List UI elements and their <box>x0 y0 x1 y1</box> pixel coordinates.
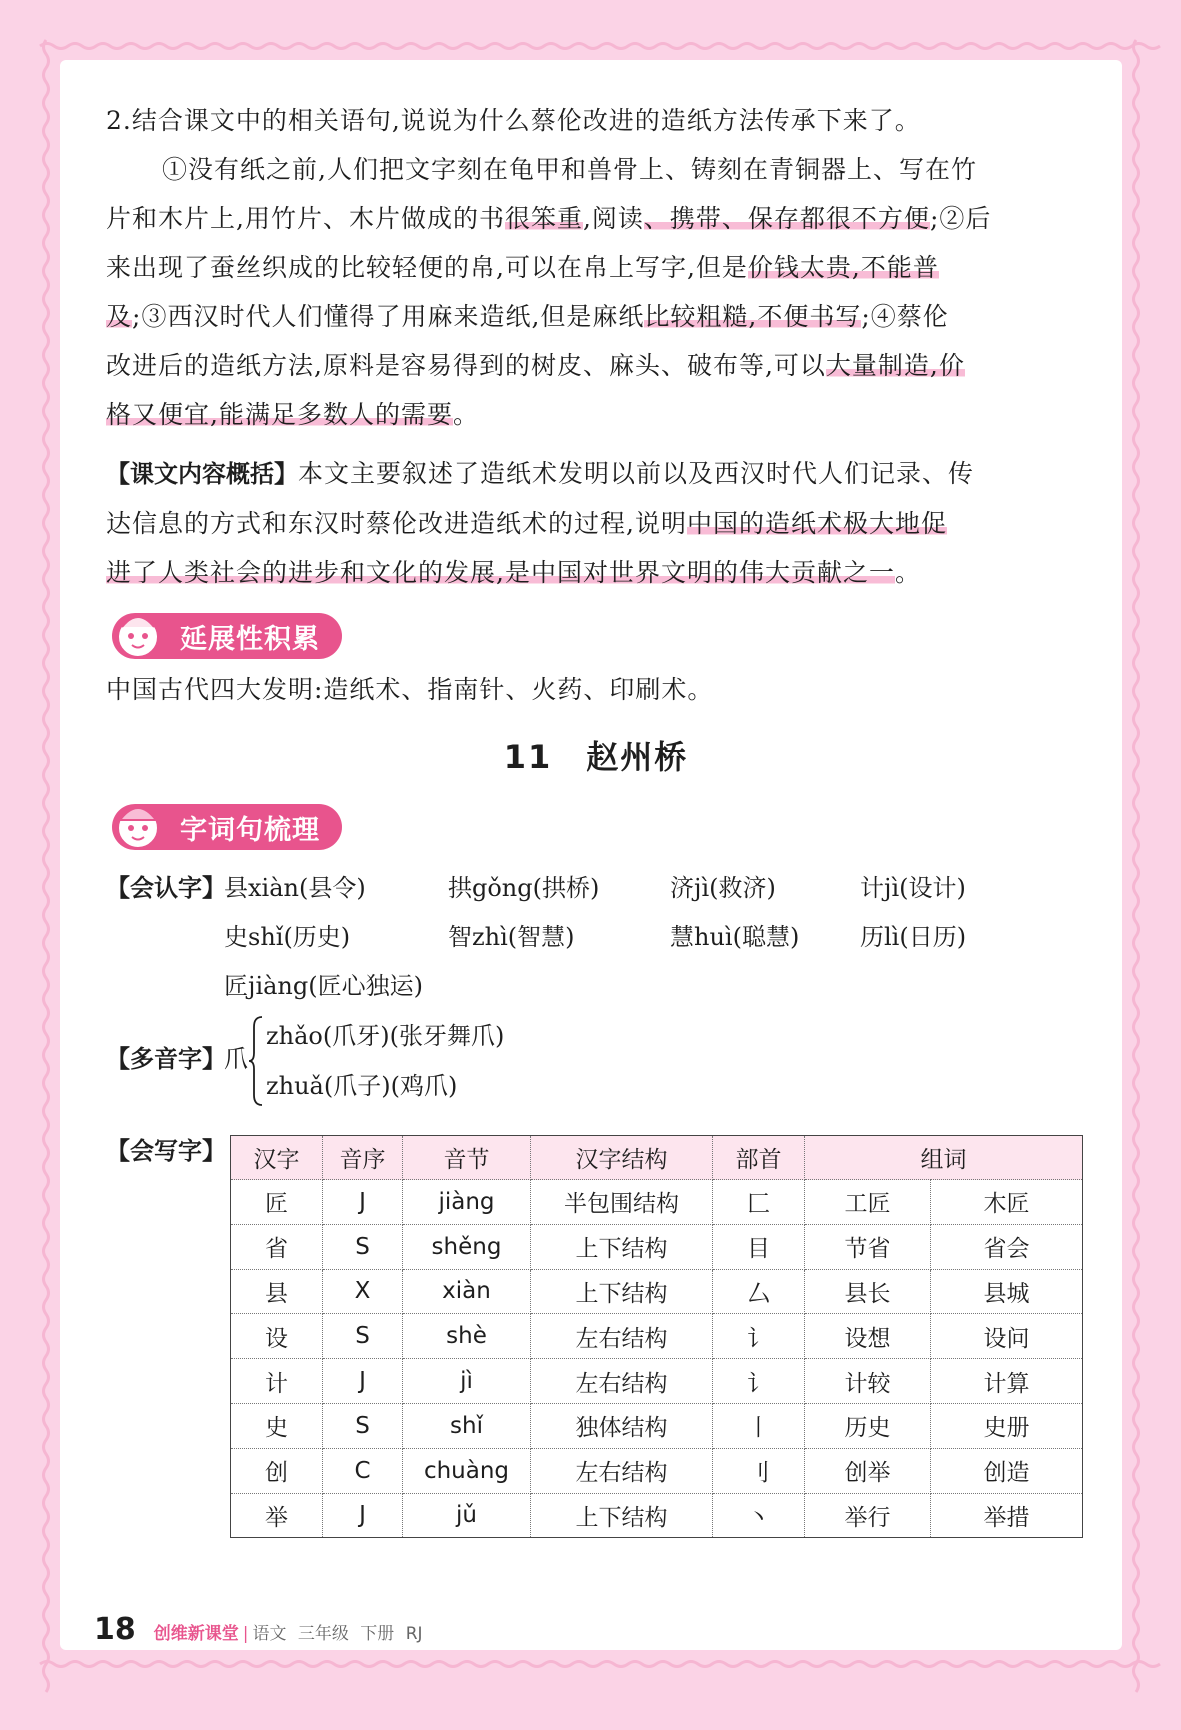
cell-bushou: 厶 <box>713 1269 805 1314</box>
highlighted-text: 比较粗糙,不便书写 <box>644 302 862 331</box>
extension-badge-label: 延展性积累 <box>180 623 320 655</box>
recognize-item: 拱gǒng(拱桥) <box>448 874 600 902</box>
cell-hanzi: 史 <box>231 1403 323 1448</box>
lesson-number: 11 <box>503 738 553 776</box>
cell-yinjie: jiàng <box>403 1180 531 1225</box>
table-row <box>231 1359 1083 1404</box>
cell-yinjie: chuàng <box>403 1448 531 1493</box>
cell-jiegou: 半包围结构 <box>531 1180 713 1225</box>
header-zuci: 组词 <box>805 1136 1083 1180</box>
cell-jiegou: 上下结构 <box>531 1269 713 1314</box>
cell-yinjie: jì <box>403 1359 531 1404</box>
header-yinjie: 音节 <box>403 1136 531 1180</box>
text-line <box>106 243 1086 292</box>
recognize-item: 历lì(日历) <box>860 923 967 951</box>
recognize-label-spacer <box>106 913 224 962</box>
cell-hanzi: 匠 <box>231 1180 323 1225</box>
header-jiegou: 汉字结构 <box>531 1136 713 1180</box>
cell-yinxu: S <box>323 1224 403 1269</box>
text-segment: 片和木片上,用竹片、木片做成的书 <box>106 204 505 233</box>
text-line <box>106 499 1086 548</box>
cell-zuci-1: 创举 <box>805 1448 931 1493</box>
cell-bushou: 丶 <box>713 1493 805 1538</box>
cell-zuci-1: 举行 <box>805 1493 931 1538</box>
table-row <box>231 1493 1083 1538</box>
cell-yinxu: J <box>323 1493 403 1538</box>
text-line <box>106 194 1086 243</box>
recognize-item: 智zhì(智慧) <box>448 923 575 951</box>
text-segment: ①没有纸之前,人们把文字刻在龟甲和兽骨上、铸刻在青铜器上、写在竹 <box>162 155 977 184</box>
highlighted-text: 价钱太贵,不能普 <box>747 253 939 282</box>
summary-label: 【课文内容概括】 <box>106 460 298 488</box>
cell-yinxu: S <box>323 1403 403 1448</box>
cell-zuci-1: 节省 <box>805 1224 931 1269</box>
footer-separator: | <box>242 1624 249 1644</box>
cell-zuci-2: 木匠 <box>931 1180 1083 1225</box>
highlighted-text: 、携带、保存都很不方便 <box>643 204 930 233</box>
extension-badge <box>112 613 342 659</box>
text-segment: ;④蔡伦 <box>861 302 949 331</box>
text-segment: 。 <box>452 400 479 429</box>
polyphone-reading-1: zhǎo(爪牙)(张牙舞爪) <box>266 1022 505 1050</box>
character-table <box>230 1135 1083 1538</box>
cell-yinxu: J <box>323 1359 403 1404</box>
cell-bushou: 刂 <box>713 1448 805 1493</box>
cell-zuci-1: 工匠 <box>805 1180 931 1225</box>
polyphone-reading-2: zhuǎ(爪子)(鸡爪) <box>266 1072 458 1100</box>
write-label: 【会写字】 <box>106 1137 226 1165</box>
cell-yinjie: shè <box>403 1314 531 1359</box>
table-row <box>231 1269 1083 1314</box>
recognize-row <box>106 913 1086 962</box>
cell-zuci-1: 计较 <box>805 1359 931 1404</box>
cell-yinxu: J <box>323 1180 403 1225</box>
cell-hanzi: 举 <box>231 1493 323 1538</box>
polyphone-label: 【多音字】 <box>106 1045 226 1073</box>
cell-yinxu: C <box>323 1448 403 1493</box>
cell-zuci-2: 史册 <box>931 1403 1083 1448</box>
cell-zuci-1: 设想 <box>805 1314 931 1359</box>
cell-yinjie: jǔ <box>403 1493 531 1538</box>
question-line <box>106 96 1086 145</box>
mascot-icon <box>106 603 170 667</box>
text-line <box>106 390 1086 439</box>
cell-zuci-2: 举措 <box>931 1493 1083 1538</box>
cell-bushou: 丨 <box>713 1403 805 1448</box>
extension-text: 中国古代四大发明:造纸术、指南针、火药、印刷术。 <box>106 675 714 704</box>
table-row <box>231 1180 1083 1225</box>
text-line <box>106 341 1086 390</box>
question-text: 结合课文中的相关语句,说说为什么蔡伦改进的造纸方法传承下来了。 <box>131 106 921 135</box>
lesson-name: 赵州桥 <box>586 738 689 776</box>
cell-hanzi: 创 <box>231 1448 323 1493</box>
header-bushou: 部首 <box>713 1136 805 1180</box>
highlighted-text: 格又便宜,能满足多数人的需要 <box>106 400 453 429</box>
cell-jiegou: 左右结构 <box>531 1314 713 1359</box>
cell-hanzi: 设 <box>231 1314 323 1359</box>
text-segment: 来出现了蚕丝织成的比较轻便的帛,可以在帛上写字,但是 <box>106 253 748 282</box>
highlighted-text: 及 <box>106 302 133 331</box>
table-header-row <box>231 1136 1083 1180</box>
text-line <box>106 292 1086 341</box>
footer-brand: 创维新课堂 <box>153 1624 239 1644</box>
recognize-label-spacer <box>106 962 224 1011</box>
brace-icon <box>248 1015 264 1107</box>
highlighted-text: 中国的造纸术极大地促 <box>686 509 947 538</box>
cell-jiegou: 上下结构 <box>531 1493 713 1538</box>
text-segment: 改进后的造纸方法,原料是容易得到的树皮、麻头、破布等,可以 <box>106 351 826 380</box>
table-row <box>231 1403 1083 1448</box>
polyphone-character: 爪 <box>224 1045 248 1073</box>
recognize-label: 【会认字】 <box>106 874 226 902</box>
text-segment: 本文主要叙述了造纸术发明以前以及西汉时代人们记录、传 <box>298 459 975 488</box>
header-hanzi: 汉字 <box>231 1136 323 1180</box>
recognize-item: 计jì(设计) <box>860 874 966 902</box>
recognize-row <box>106 962 1086 1011</box>
recognize-item: 县xiàn(县令) <box>224 874 366 902</box>
highlighted-text: 大量制造,价 <box>825 351 965 380</box>
recognize-item: 慧huì(聪慧) <box>670 923 800 951</box>
cell-yinxu: S <box>323 1314 403 1359</box>
highlighted-text: 进了人类社会的进步和文化的发展,是中国对世界文明的伟大贡献之一 <box>106 558 895 587</box>
cell-bushou: 匚 <box>713 1180 805 1225</box>
cell-zuci-2: 省会 <box>931 1224 1083 1269</box>
cell-zuci-2: 县城 <box>931 1269 1083 1314</box>
vocab-badge <box>112 804 342 850</box>
recognize-row <box>106 864 1086 913</box>
cell-jiegou: 上下结构 <box>531 1224 713 1269</box>
text-segment: ,阅读 <box>582 204 644 233</box>
page-sheet <box>60 60 1122 1650</box>
cell-zuci-1: 历史 <box>805 1403 931 1448</box>
cell-jiegou: 独体结构 <box>531 1403 713 1448</box>
cell-hanzi: 县 <box>231 1269 323 1314</box>
page-content <box>106 96 1086 1531</box>
answer-paragraph <box>106 145 1086 439</box>
cell-bushou: 讠 <box>713 1359 805 1404</box>
text-line <box>106 145 1086 194</box>
cell-zuci-1: 县长 <box>805 1269 931 1314</box>
page-number: 18 <box>94 1612 136 1647</box>
text-segment: 达信息的方式和东汉时蔡伦改进造纸术的过程,说明 <box>106 509 687 538</box>
cell-jiegou: 左右结构 <box>531 1448 713 1493</box>
lesson-title <box>106 732 1086 778</box>
recognize-item: 济jì(救济) <box>670 874 776 902</box>
summary-paragraph <box>106 449 1086 597</box>
cell-jiegou: 左右结构 <box>531 1359 713 1404</box>
recognize-item: 匠jiàng(匠心独运) <box>224 972 423 1000</box>
page-footer <box>94 1612 423 1647</box>
cell-yinxu: X <box>323 1269 403 1314</box>
table-row <box>231 1224 1083 1269</box>
highlighted-text: 很笨重 <box>504 204 583 233</box>
recognize-characters <box>106 864 1086 1011</box>
mascot-icon <box>106 794 170 858</box>
text-line <box>106 449 1086 499</box>
cell-zuci-2: 创造 <box>931 1448 1083 1493</box>
cell-hanzi: 计 <box>231 1359 323 1404</box>
text-segment: 。 <box>894 558 921 587</box>
text-segment: ;②后 <box>929 204 992 233</box>
cell-bushou: 讠 <box>713 1314 805 1359</box>
recognize-item: 史shǐ(历史) <box>224 923 351 951</box>
cell-bushou: 目 <box>713 1224 805 1269</box>
vocab-badge-label: 字词句梳理 <box>180 814 320 846</box>
cell-hanzi: 省 <box>231 1224 323 1269</box>
text-line <box>106 548 1086 597</box>
polyphone-section <box>106 1013 1086 1113</box>
header-yinxu: 音序 <box>323 1136 403 1180</box>
cell-yinjie: xiàn <box>403 1269 531 1314</box>
cell-zuci-2: 设问 <box>931 1314 1083 1359</box>
footer-meta: 语文 三年级 下册 RJ <box>252 1624 423 1644</box>
question-number: 2. <box>106 106 132 135</box>
table-row <box>231 1314 1083 1359</box>
cell-yinjie: shěng <box>403 1224 531 1269</box>
table-row <box>231 1448 1083 1493</box>
cell-zuci-2: 计算 <box>931 1359 1083 1404</box>
text-segment: ;③西汉时代人们懂得了用麻来造纸,但是麻纸 <box>132 302 645 331</box>
cell-yinjie: shǐ <box>403 1403 531 1448</box>
